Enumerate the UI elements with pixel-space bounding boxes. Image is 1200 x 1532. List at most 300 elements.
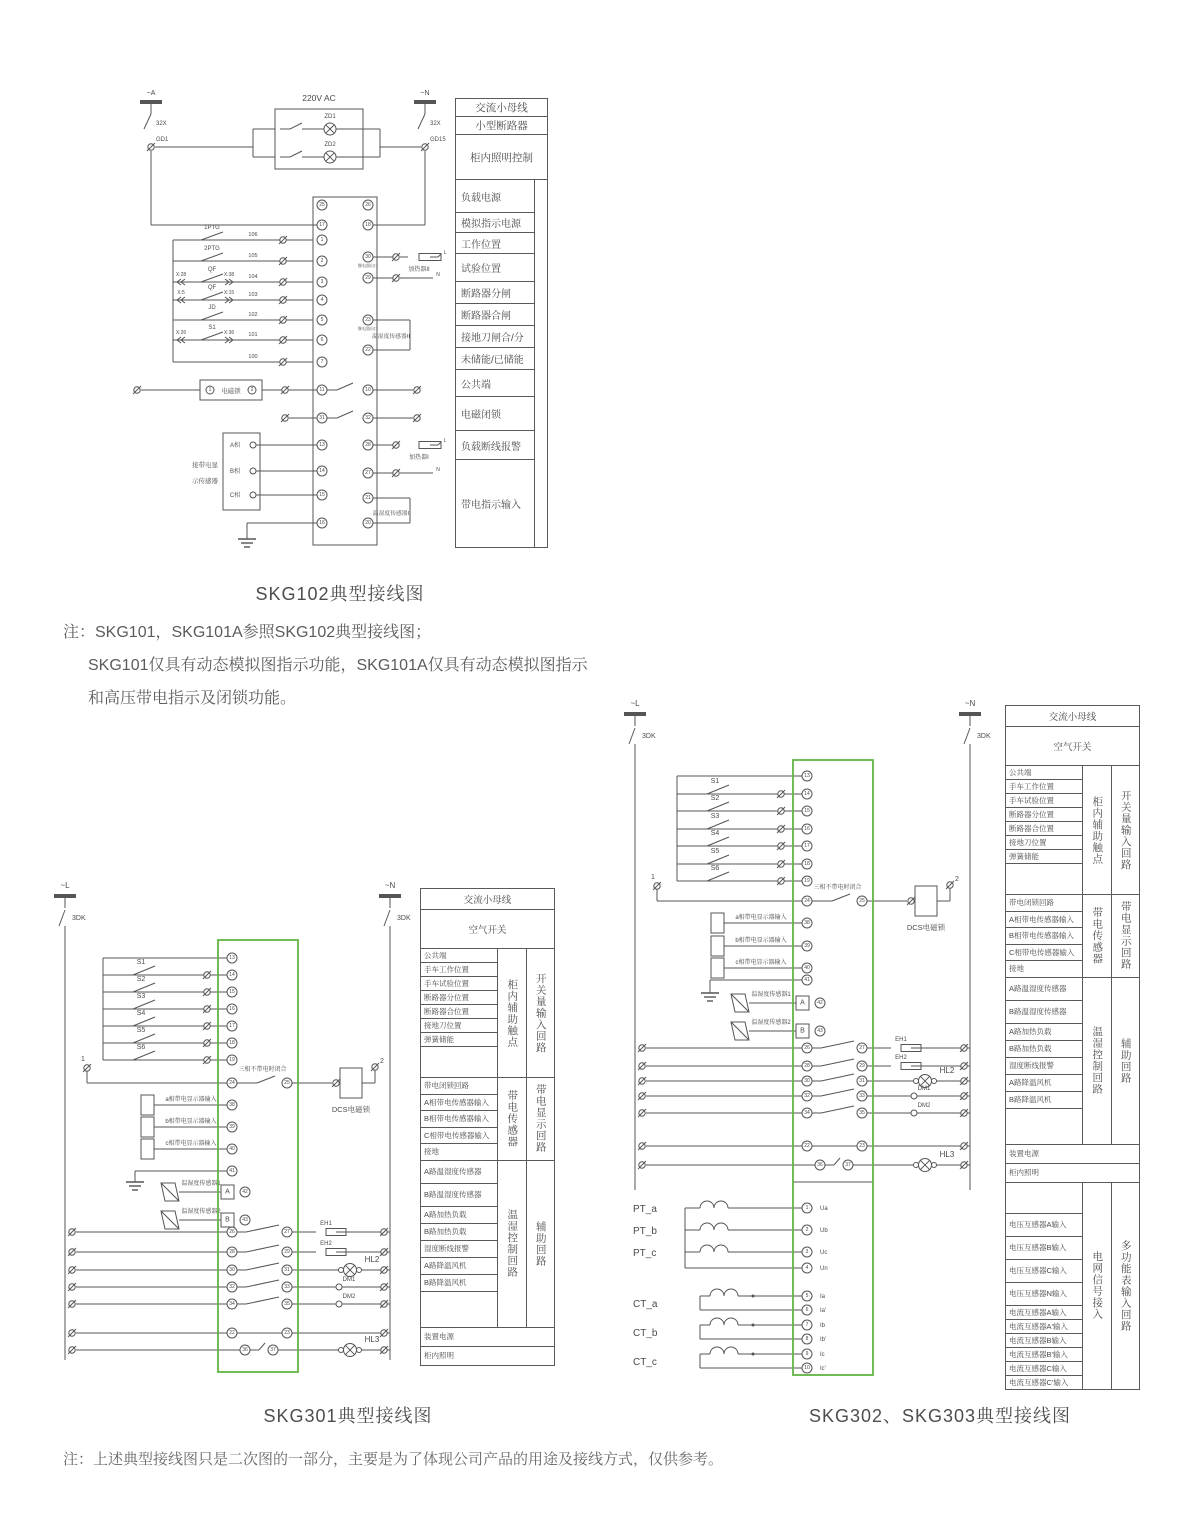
- legend-row: 断路器分闸: [456, 282, 534, 303]
- terminal-number: 21: [365, 495, 371, 501]
- switch-name: S2: [710, 795, 720, 802]
- device-label: DM1: [917, 1086, 931, 1092]
- legend-row: C相带电传感器输入: [1006, 945, 1082, 961]
- switch-name: S5: [136, 1027, 146, 1034]
- wire: [133, 1017, 155, 1026]
- terminal-number: 26: [229, 1229, 235, 1235]
- terminal-number: 4: [805, 1265, 809, 1271]
- wire: [246, 1225, 279, 1232]
- terminal-number: 37: [270, 1347, 276, 1353]
- wire: [964, 728, 970, 744]
- device-label: DM2: [342, 1294, 356, 1300]
- wire: [707, 785, 729, 794]
- bus-l-label: ~L: [60, 881, 70, 890]
- legend-row: A路降温风机: [421, 1258, 497, 1274]
- terminal-number: 24: [804, 898, 810, 904]
- dcs-lock-label: DCS电磁锁: [331, 1105, 371, 1114]
- pt-term-label: Uc: [820, 1250, 828, 1256]
- wire: [290, 151, 302, 157]
- terminal-number: 43: [242, 1217, 248, 1223]
- lamp-node: [339, 1348, 344, 1353]
- connector-letter: A: [225, 1188, 230, 1196]
- dcs-lock-box: [915, 886, 937, 916]
- lighting-box: [275, 109, 363, 169]
- tiny-note: 继电器出口: [358, 326, 378, 331]
- terminal-number: 28: [229, 1249, 235, 1255]
- wire: [246, 1297, 279, 1304]
- heater2-label: 加热器II: [408, 267, 430, 273]
- terminal-number: 27: [365, 470, 371, 476]
- lamp-node: [932, 1079, 937, 1084]
- terminal-label: GD15: [430, 137, 446, 143]
- legend-row: A相带电传感器输入: [1006, 912, 1082, 928]
- legend-header: 交流小母线: [1006, 706, 1139, 726]
- display-input-box: [141, 1139, 154, 1159]
- legend-row: [1006, 1109, 1082, 1144]
- humidity-sensor-icon: [731, 1022, 749, 1040]
- wire: [629, 728, 635, 744]
- legend-row: [421, 1292, 497, 1327]
- wire: [201, 312, 223, 320]
- skg302-title: SKG302、SKG303典型接线图: [808, 1406, 1072, 1426]
- legend-row: 接地: [1006, 961, 1082, 977]
- node-number: 2: [955, 876, 959, 883]
- terminal-number: 34: [229, 1301, 235, 1307]
- sensor-box-label: 示传感器: [192, 478, 218, 485]
- phase-a-label: ~A: [146, 90, 156, 97]
- heater1-label: 加热器I: [409, 455, 429, 461]
- skg102-circuit-diagram: [125, 85, 465, 565]
- terminal-number: 7: [320, 359, 324, 365]
- pt-label: PT_a: [633, 1204, 657, 1215]
- terminal-number: 25: [319, 202, 325, 208]
- terminal-number: 22: [365, 347, 371, 353]
- legend-group: 柜内辅助触点: [1083, 766, 1111, 894]
- legend-row: 柜内照明: [1006, 1164, 1139, 1182]
- bus-n-label: ~N: [384, 881, 396, 890]
- legend-row: 负载电源: [456, 180, 534, 212]
- breaker-label: 3DK: [72, 915, 86, 922]
- switch-name: QF: [207, 267, 217, 273]
- wire: [707, 837, 729, 846]
- terminal-number: 28: [804, 1063, 810, 1069]
- pt-term-label: Ub: [820, 1228, 828, 1234]
- skg301-title: SKG301典型接线图: [263, 1406, 433, 1426]
- wire-number: 101: [248, 332, 258, 338]
- polarity-dot: [752, 1353, 755, 1356]
- terminal-number: 14: [804, 791, 810, 797]
- legend-group: 带电显示回路: [1112, 895, 1139, 977]
- lamp-node: [914, 1079, 919, 1084]
- note-bottom: 注：上述典型接线图只是二次图的一部分，主要是为了体现公司产品的用途及接线方式，仅供参考。: [63, 1451, 724, 1468]
- connector-label: X:5: [177, 290, 185, 296]
- terminal-number: 24: [229, 1080, 235, 1086]
- legend-header: 柜内照明控制: [456, 135, 547, 179]
- wire: [821, 1089, 854, 1096]
- terminal-number: 38: [229, 1102, 235, 1108]
- wire: [59, 910, 65, 926]
- l-mark: L: [443, 438, 447, 444]
- legend-row: 断路器分位置: [421, 991, 497, 1004]
- coil-icon: [700, 1201, 728, 1208]
- connector-label: X:38: [223, 272, 235, 278]
- dcs-lock-label: DCS电磁锁: [906, 923, 946, 932]
- breaker-label: 32X: [156, 121, 167, 127]
- sensor-label: 温湿度传感器2: [181, 1209, 221, 1215]
- wire: [259, 1343, 265, 1350]
- phase-n-label: ~N: [420, 90, 430, 97]
- connector-letter: B: [800, 1027, 805, 1035]
- wire: [133, 1000, 155, 1009]
- device-label: EH1: [320, 1221, 332, 1227]
- terminal-number: 23: [284, 1330, 290, 1336]
- switch-name: QF: [207, 285, 217, 291]
- terminal-number: 19: [229, 1057, 235, 1063]
- legend-row: B路降温风机: [1006, 1092, 1082, 1108]
- legend-row: A路温湿度传感器: [421, 1161, 497, 1183]
- terminal-number: 4: [320, 297, 324, 303]
- coil-icon: [700, 1223, 728, 1230]
- terminal-number: 16: [229, 1006, 235, 1012]
- legend-row: 手车工作位置: [1006, 780, 1082, 793]
- legend-header: 空气开关: [421, 910, 554, 948]
- terminal-number: 1: [805, 1205, 809, 1211]
- terminal-number: 35: [859, 1110, 865, 1116]
- tiny-note: 继电器出口: [358, 263, 378, 268]
- terminal-label: GD1: [156, 137, 169, 143]
- pt-label: PT_c: [633, 1248, 657, 1259]
- wire-number: 104: [248, 274, 258, 280]
- legend-group: 带电显示回路: [527, 1078, 554, 1160]
- display-input-box: [711, 958, 724, 978]
- legend-spacer: [1006, 1183, 1082, 1213]
- wire: [707, 855, 729, 864]
- legend-group: 辅助回路: [1112, 978, 1139, 1144]
- terminal-number: 33: [284, 1284, 290, 1290]
- switch-name: 1PTG: [204, 225, 220, 231]
- n-mark: N: [436, 467, 440, 473]
- display-input-label: a相带电显示器输入: [165, 1097, 217, 1103]
- phase-row-label: C相: [229, 493, 241, 499]
- terminal-number: 6: [805, 1307, 809, 1313]
- wire: [821, 1041, 854, 1048]
- lamp-label: ZD1: [324, 114, 336, 120]
- legend-row: B路加热负载: [421, 1224, 497, 1240]
- wire: [246, 1245, 279, 1252]
- terminal-number: 35: [284, 1301, 290, 1307]
- device-label: EH2: [895, 1055, 907, 1061]
- legend-row: 装置电源: [421, 1328, 554, 1346]
- terminal-number: 41: [804, 977, 810, 983]
- terminal-number: 14: [319, 468, 325, 474]
- wire: [133, 966, 155, 975]
- diagram-label: 1: [208, 387, 212, 393]
- switch-name: S1: [208, 325, 216, 331]
- legend-row: C相带电传感器输入: [421, 1128, 497, 1144]
- legend-row: 柜内照明: [421, 1347, 554, 1365]
- legend-row: B路温湿度传感器: [421, 1184, 497, 1206]
- legend-row: A路加热负载: [1006, 1024, 1082, 1040]
- phase-row-label: B相: [229, 469, 241, 475]
- terminal-number: 39: [804, 943, 810, 949]
- sensor1-label: 温湿度传感器I: [372, 511, 410, 517]
- lamp-node: [932, 1163, 937, 1168]
- interlock-label: 三相不带电时闭合: [813, 885, 862, 891]
- legend-row: 装置电源: [1006, 1145, 1139, 1163]
- legend-row: 试验位置: [456, 254, 534, 281]
- legend-row: 负载断线报警: [456, 431, 534, 459]
- skg302-legend-table: [1005, 705, 1140, 1390]
- legend-row: 电流互感器A'输入: [1006, 1320, 1082, 1333]
- contact-node: [336, 1301, 342, 1307]
- terminal-number: 30: [365, 254, 371, 260]
- legend-row: B路温湿度传感器: [1006, 1001, 1082, 1023]
- terminal-number: 42: [817, 1000, 823, 1006]
- legend-row: 弹簧储能: [421, 1033, 497, 1046]
- terminal-number: 32: [229, 1284, 235, 1290]
- terminal-number: 15: [229, 989, 235, 995]
- ct-term-label: Ic': [820, 1366, 826, 1372]
- dcs-lock-box: [340, 1068, 362, 1098]
- switch-name: JD: [208, 305, 216, 311]
- legend-row: 接地刀位置: [1006, 836, 1082, 849]
- terminal-number: 22: [229, 1330, 235, 1336]
- terminal-number: 25: [859, 898, 865, 904]
- legend-row: 手车试验位置: [421, 977, 497, 990]
- terminal-number: 37: [845, 1162, 851, 1168]
- contact-node: [911, 1093, 917, 1099]
- device-label: DM2: [917, 1103, 931, 1109]
- legend-row: 电压互感器N输入: [1006, 1283, 1082, 1305]
- legend-row: 电压互感器A输入: [1006, 1214, 1082, 1236]
- terminal-number: 3: [805, 1249, 809, 1255]
- ct-term-label: Ia: [820, 1294, 826, 1300]
- device-label: HL2: [939, 1066, 955, 1075]
- terminal-number: 31: [284, 1267, 290, 1273]
- coil-icon: [710, 1318, 738, 1325]
- legend-row: 电磁闭锁: [456, 397, 534, 430]
- switch-name: S1: [136, 959, 146, 966]
- lamp-label: ZD2: [324, 142, 336, 148]
- sensor-box-label: 接带电显: [192, 462, 218, 469]
- skg301-legend-table: [420, 888, 555, 1366]
- connector-label: X:28: [175, 272, 187, 278]
- wire: [821, 1059, 854, 1066]
- legend-row: 公共端: [421, 949, 497, 962]
- display-input-label: b相带电显示器输入: [165, 1119, 217, 1125]
- wire: [257, 1076, 275, 1083]
- wire: [201, 292, 223, 300]
- legend-row: A相带电传感器输入: [421, 1095, 497, 1111]
- device-label: HL2: [364, 1255, 380, 1264]
- legend-row: 断路器分位置: [1006, 808, 1082, 821]
- n-mark: N: [436, 272, 440, 278]
- legend-row: [1006, 864, 1082, 894]
- legend-row: 电流互感器B'输入: [1006, 1348, 1082, 1361]
- sensor-label: 温湿度传感器1: [181, 1181, 221, 1187]
- legend-group: 开关量输入回路: [527, 949, 554, 1077]
- humidity-sensor-icon: [161, 1211, 179, 1229]
- legend-group: 温湿控制回路: [1083, 978, 1111, 1144]
- terminal-number: 18: [804, 861, 810, 867]
- legend-group: 温湿控制回路: [498, 1161, 526, 1327]
- note-top-line2: SKG101仅具有动态模拟图指示功能，SKG101A仅具有动态模拟图指示: [88, 657, 588, 674]
- wire: [337, 411, 353, 418]
- ct-label: CT_a: [633, 1299, 658, 1310]
- legend-row: 电流互感器A输入: [1006, 1306, 1082, 1319]
- wire-number: 103: [248, 292, 258, 298]
- terminal-number: 33: [859, 1093, 865, 1099]
- breaker-label: 3DK: [397, 915, 411, 922]
- legend-row: 湿度断线报警: [1006, 1058, 1082, 1074]
- device-label: EH1: [895, 1037, 907, 1043]
- legend-row: 接地刀闸合/分: [456, 326, 534, 347]
- legend-row: 手车试验位置: [1006, 794, 1082, 807]
- device-label: HL3: [364, 1335, 380, 1344]
- terminal-number: 8: [805, 1336, 809, 1342]
- terminal-number: 18: [365, 222, 371, 228]
- ct-label: CT_b: [633, 1328, 658, 1339]
- legend-group: 开关量输入回路: [1112, 766, 1139, 894]
- legend-row: A路降温风机: [1006, 1075, 1082, 1091]
- terminal-number: 27: [859, 1045, 865, 1051]
- wire: [821, 1074, 854, 1081]
- l-mark: L: [443, 250, 447, 256]
- connector-label: X:36: [223, 330, 235, 336]
- phase-node: [250, 442, 256, 448]
- legend-row: 电流互感器C'输入: [1006, 1376, 1082, 1389]
- wire: [201, 253, 223, 261]
- sensor2-label: 温湿度传感器II: [371, 334, 411, 340]
- ct-term-label: Ib': [820, 1337, 827, 1343]
- pt-term-label: Ua: [820, 1206, 828, 1212]
- terminal-number: 25: [284, 1080, 290, 1086]
- legend-row: 弹簧储能: [1006, 850, 1082, 863]
- terminal-number: 39: [229, 1124, 235, 1130]
- terminal-number: 3: [320, 279, 324, 285]
- breaker-label: 3DK: [642, 733, 656, 740]
- wire: [133, 1051, 155, 1060]
- wire: [144, 114, 151, 129]
- switch-name: S6: [710, 865, 720, 872]
- legend-row: [421, 1047, 497, 1077]
- terminal-number: 11: [319, 387, 325, 393]
- ct-term-label: Ia': [820, 1308, 827, 1314]
- lamp-node: [339, 1268, 344, 1273]
- bus-n-label: ~N: [964, 699, 976, 708]
- legend-row: 模拟指示电源: [456, 213, 534, 232]
- switch-name: 2PTG: [204, 246, 220, 252]
- display-input-box: [711, 913, 724, 933]
- wire: [707, 872, 729, 881]
- switch-name: S3: [136, 993, 146, 1000]
- terminal-number: 36: [242, 1347, 248, 1353]
- note-top: [63, 616, 588, 715]
- wire-number: 105: [248, 253, 258, 259]
- node-number: 1: [81, 1056, 85, 1063]
- terminal-number: 19: [804, 878, 810, 884]
- legend-group: 柜内辅助触点: [498, 949, 526, 1077]
- sensor-label: 温湿度传感器2: [751, 1020, 791, 1026]
- device-label: DM1: [342, 1277, 356, 1283]
- device-label: HL3: [939, 1150, 955, 1159]
- bus-l-label: ~L: [630, 699, 640, 708]
- wire: [821, 1106, 854, 1113]
- terminal-number: 30: [804, 1078, 810, 1084]
- display-input-label: a相带电显示器输入: [735, 915, 787, 921]
- wire-number: 106: [248, 232, 258, 238]
- connector-label: X:26: [175, 330, 187, 336]
- ct-label: CT_c: [633, 1357, 657, 1368]
- wire: [418, 114, 425, 129]
- terminal-number: 5: [320, 317, 324, 323]
- legend-row: 接地: [421, 1144, 497, 1160]
- wire: [201, 332, 223, 340]
- connector-letter: B: [225, 1216, 230, 1224]
- terminal-number: 13: [804, 773, 810, 779]
- terminal-number: 31: [859, 1078, 865, 1084]
- terminal-number: 29: [284, 1249, 290, 1255]
- legend-row: A路加热负载: [421, 1207, 497, 1223]
- terminal-number: 38: [804, 920, 810, 926]
- note-top-line1: 注：SKG101，SKG101A参照SKG102典型接线图；: [63, 624, 432, 641]
- terminal-number: 32: [365, 415, 371, 421]
- skg102-legend-table: [455, 98, 548, 548]
- connector-label: X:15: [223, 290, 235, 296]
- legend-header: 交流小母线: [421, 889, 554, 909]
- legend-row: A路温湿度传感器: [1006, 978, 1082, 1000]
- legend-header: 空气开关: [1006, 727, 1139, 765]
- display-input-box: [141, 1117, 154, 1137]
- node-number: 2: [380, 1058, 384, 1065]
- terminal-number: 29: [365, 275, 371, 281]
- terminal-number: 15: [804, 808, 810, 814]
- legend-row: B路降温风机: [421, 1275, 497, 1291]
- skg102-title: SKG102典型接线图: [255, 584, 425, 604]
- switch-name: S3: [710, 813, 720, 820]
- connector-letter: A: [800, 999, 805, 1007]
- wire-number: 100: [248, 354, 258, 360]
- terminal-number: 16: [319, 520, 325, 526]
- terminal-number: 27: [284, 1229, 290, 1235]
- terminal-number: 31: [319, 415, 325, 421]
- phase-row-label: A相: [229, 443, 241, 449]
- terminal-number: 36: [817, 1162, 823, 1168]
- terminal-number: 5: [805, 1293, 809, 1299]
- switch-name: S4: [710, 830, 720, 837]
- display-input-box: [141, 1095, 154, 1115]
- display-input-label: b相带电显示器输入: [735, 938, 787, 944]
- terminal-number: 13: [229, 955, 235, 961]
- display-input-label: c相带电显示器输入: [165, 1141, 217, 1147]
- terminal-number: 43: [817, 1028, 823, 1034]
- terminal-number: 23: [859, 1143, 865, 1149]
- terminal-number: 10: [804, 1365, 810, 1371]
- legend-header: 交流小母线: [456, 99, 547, 116]
- terminal-number: 17: [229, 1023, 235, 1029]
- wire: [246, 1280, 279, 1287]
- wire: [246, 1263, 279, 1270]
- terminal-number: 29: [859, 1063, 865, 1069]
- breaker-label: 3DK: [977, 733, 991, 740]
- switch-name: S1: [710, 778, 720, 785]
- wire: [133, 983, 155, 992]
- terminal-number: 23: [365, 317, 371, 323]
- legend-row: 电压互感器C输入: [1006, 1260, 1082, 1282]
- legend-row: 电流互感器C输入: [1006, 1362, 1082, 1375]
- legend-group: 辅助回路: [527, 1161, 554, 1327]
- wire: [133, 1034, 155, 1043]
